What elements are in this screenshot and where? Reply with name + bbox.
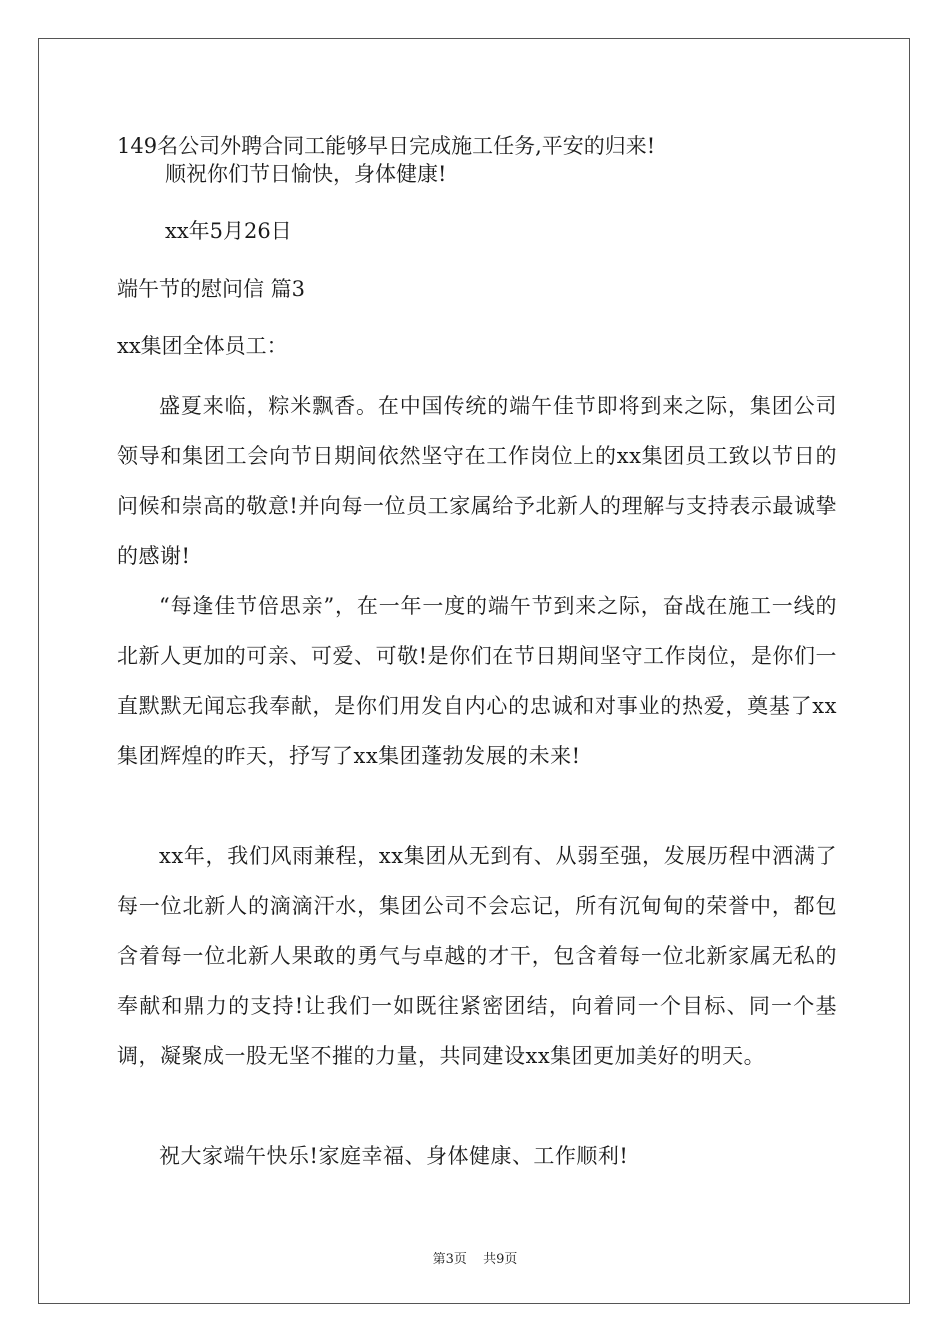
page-number: 第3页 — [432, 1252, 467, 1267]
section-title: 端午节的慰问信 篇3 — [117, 277, 306, 301]
paragraph-2: “每逢佳节倍思亲”，在一年一度的端午节到来之际，奋战在施工一线的北新人更加的可亲、可爱、可敬!是你们在节日期间坚守工作岗位，是你们一直默默无闻忘我奉献，是你们用发自内心的忠诚和对事业的热爱，奠基了xx集团辉煌的昨天，抒写了xx集团蓬勃发展的未来! — [117, 594, 837, 768]
paragraph-4: 祝大家端午快乐!家庭幸福、身体健康、工作顺利! — [159, 1144, 629, 1168]
paragraph-1: 盛夏来临，粽米飘香。在中国传统的端午佳节即将到来之际，集团公司领导和集团工会向节日期间依然坚守在工作岗位上的xx集团员工致以节日的问候和崇高的敬意!并向每一位员工家属给予北新人的理解与支持表示最诚挚的感谢! — [117, 394, 837, 568]
salutation: xx集团全体员工： — [117, 334, 288, 358]
page-footer — [0, 1248, 950, 1267]
page-total: 共9页 — [483, 1252, 518, 1267]
closing-wish: 顺祝你们节日愉快，身体健康! — [165, 162, 447, 186]
paragraph-3: xx年，我们风雨兼程，xx集团从无到有、从弱至强，发展历程中洒满了每一位北新人的滴滴汗水，集团公司不会忘记，所有沉甸甸的荣誉中，都包含着每一位北新人果敢的勇气与卓越的才干，包含着每一位北新家属无私的奉献和鼎力的支持!让我们一如既往紧密团结，向着同一个目标、同一个基调，凝聚成一股无坚不摧的力量，共同建设xx集团更加美好的明天。 — [117, 844, 837, 1068]
text-line-1: 149名公司外聘合同工能够早日完成施工任务,平安的归来! — [117, 134, 656, 158]
letter-date: xx年5月26日 — [165, 219, 292, 243]
